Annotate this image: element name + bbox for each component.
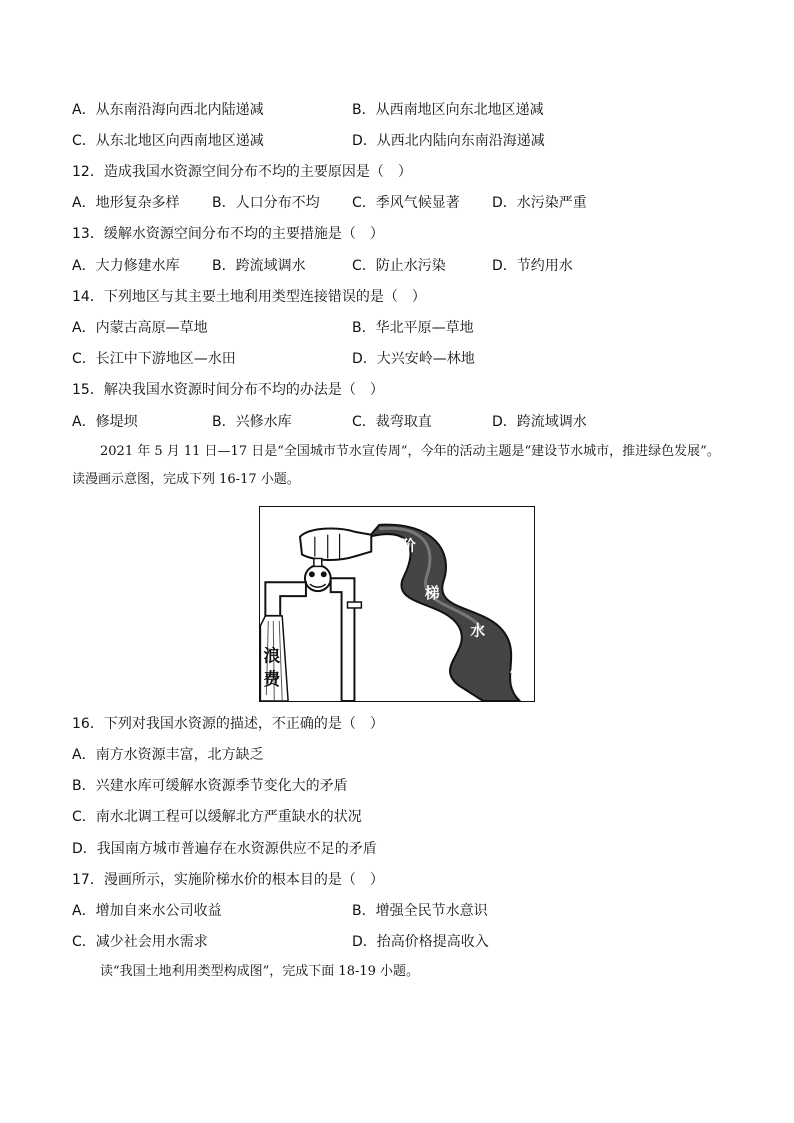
q14-option-a: A．内蒙古高原—草地 — [72, 320, 208, 336]
q17-options-row-1 — [72, 901, 734, 921]
fist — [300, 528, 371, 559]
q13-option-c: C．防止水污染 — [352, 258, 446, 274]
q13-option-a: A．大力修建水库 — [72, 258, 180, 274]
q16-option-d: D．我国南方城市普遍存在水资源供应不足的矛盾 — [72, 841, 377, 857]
q17-stem: 17．漫画所示，实施阶梯水价的根本目的是（ ） — [72, 872, 384, 888]
pipe-char-4: 价 — [509, 664, 525, 682]
intro-16-17: 2021 年 5 月 11 日—17 日是“全国城市节水宣传周”，今年的活动主题是“建设节水城市，推进绿色发展”。读漫画示意图，完成下列 16-17 小题。 — [72, 444, 720, 487]
q14-options-row-2 — [72, 349, 734, 369]
intro-18-19: 读“我国土地利用类型构成图”，完成下面 18-19 小题。 — [100, 964, 420, 979]
q11-option-d: D．从西北内陆向东南沿海递减 — [352, 133, 545, 149]
q16-option-b: B．兴建水库可缓解水资源季节变化大的矛盾 — [72, 778, 348, 794]
q13-options — [72, 256, 734, 276]
q11-option-a: A．从东南沿海向西北内陆递减 — [72, 102, 264, 118]
q17-option-a: A．增加自来水公司收益 — [72, 903, 222, 919]
q11-options-row-1 — [72, 100, 734, 120]
water-price-cartoon — [259, 506, 535, 702]
q17-option-c: C．减少社会用水需求 — [72, 934, 208, 950]
q15-options — [72, 412, 734, 432]
q12-option-d: D．水污染严重 — [492, 195, 587, 211]
pipe-char-3: 水 — [470, 622, 486, 640]
q14-options-row-1 — [72, 318, 734, 338]
q15-stem: 15．解决我国水资源时间分布不均的办法是（ ） — [72, 382, 384, 398]
q14-stem: 14．下列地区与其主要土地利用类型连接错误的是（ ） — [72, 289, 426, 305]
q13-stem: 13．缓解水资源空间分布不均的主要措施是（ ） — [72, 226, 384, 242]
q12-option-c: C．季风气候显著 — [352, 195, 460, 211]
q15-option-c: C．裁弯取直 — [352, 414, 432, 430]
cartoon-svg — [260, 507, 534, 701]
q11-option-b: B．从西南地区向东北地区递减 — [352, 102, 544, 118]
q12-option-b: B．人口分布不均 — [212, 195, 320, 211]
q15-option-b: B．兴修水库 — [212, 414, 292, 430]
waste-char-2: 费 — [263, 669, 281, 690]
q15-option-d: D．跨流域调水 — [492, 414, 587, 430]
q11-options-row-2 — [72, 131, 734, 151]
q16-stem: 16．下列对我国水资源的描述，不正确的是（ ） — [72, 716, 384, 732]
q12-stem: 12．造成我国水资源空间分布不均的主要原因是（ ） — [72, 164, 412, 180]
pipe-char-2: 梯 — [424, 585, 440, 603]
pipe-char-1: 阶 — [400, 537, 416, 555]
tap-spout — [265, 582, 306, 616]
q12-option-a: A．地形复杂多样 — [72, 195, 180, 211]
q13-option-d: D．节约用水 — [492, 258, 573, 274]
q14-option-c: C．长江中下游地区—水田 — [72, 351, 236, 367]
vertical-pipe — [331, 578, 355, 701]
q12-options — [72, 193, 734, 213]
tiered-pipe — [369, 525, 519, 701]
q11-option-c: C．从东北地区向西南地区递减 — [72, 133, 264, 149]
waste-char-1: 浪 — [263, 645, 281, 666]
q17-options-row-2 — [72, 932, 734, 952]
q15-option-a: A．修堤坝 — [72, 414, 138, 430]
q14-option-b: B．华北平原—草地 — [352, 320, 474, 336]
q16-option-a: A．南方水资源丰富，北方缺乏 — [72, 747, 264, 763]
q13-option-b: B．跨流域调水 — [212, 258, 306, 274]
q17-option-d: D．抬高价格提高收入 — [352, 934, 489, 950]
q16-option-c: C．南水北调工程可以缓解北方严重缺水的状况 — [72, 809, 362, 825]
q14-option-d: D．大兴安岭—林地 — [352, 351, 475, 367]
q17-option-b: B．增强全民节水意识 — [352, 903, 488, 919]
